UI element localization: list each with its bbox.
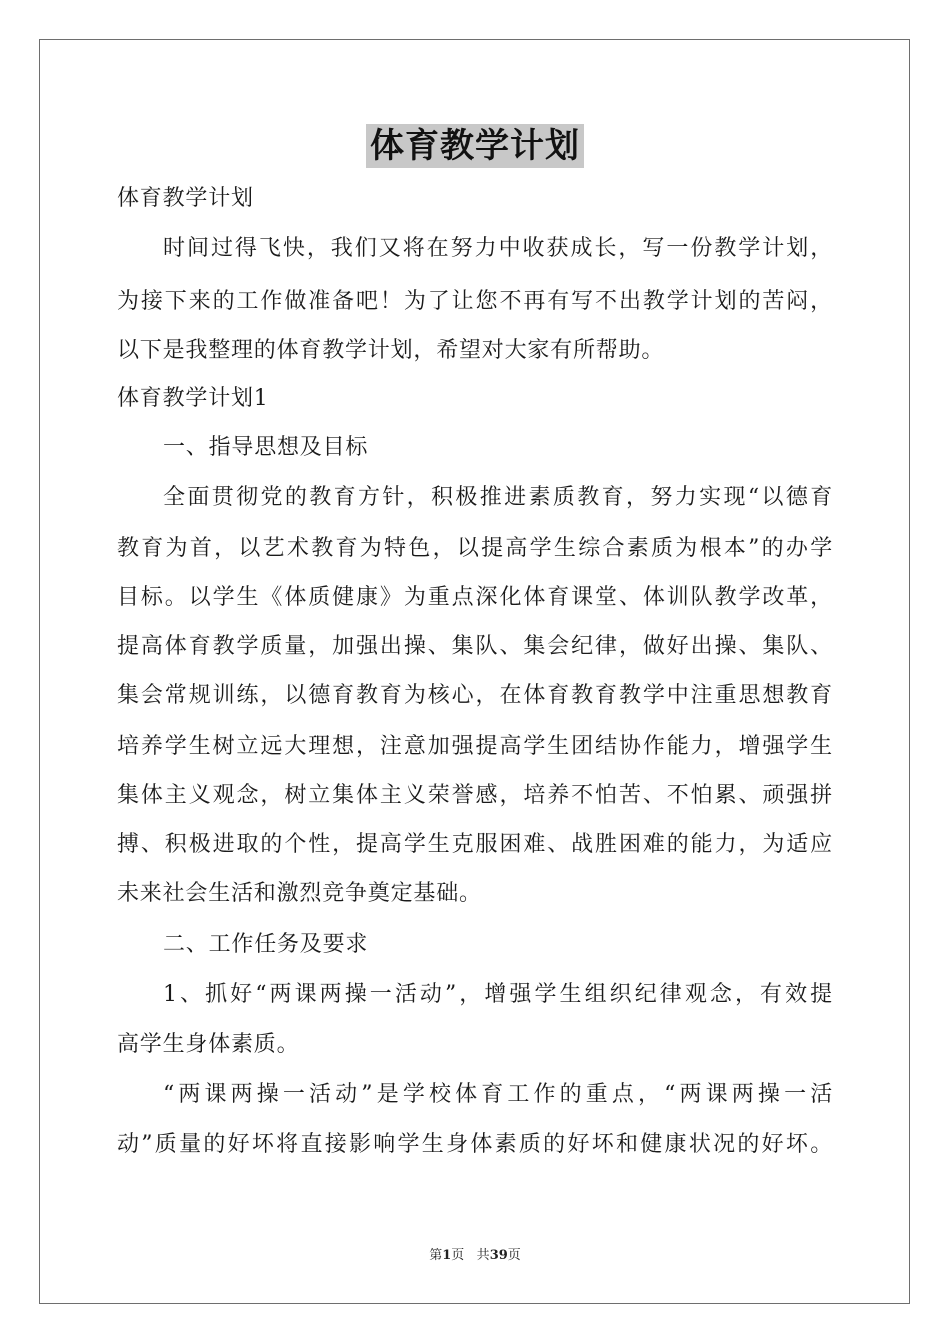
page-suffix: 页 [451, 1248, 465, 1263]
title-block [0, 124, 950, 168]
paragraph-line: 以下是我整理的体育教学计划，希望对大家有所帮助。 [117, 338, 665, 363]
paragraph-line: 高学生身体素质。 [117, 1032, 300, 1057]
paragraph-line: 全面贯彻党的教育方针，积极推进素质教育，努力实现“以德育 [163, 485, 833, 510]
paragraph-line: 集体主义观念，树立集体主义荣誉感，培养不怕苦、不怕累、顽强拼 [117, 783, 833, 808]
paragraph-line: 目标。以学生《体质健康》为重点深化体育课堂、体训队教学改革， [117, 585, 833, 610]
subsection-heading: 一、指导思想及目标 [163, 435, 369, 460]
paragraph-line: 为接下来的工作做准备吧！为了让您不再有写不出教学计划的苦闷， [117, 289, 833, 314]
section-heading: 体育教学计划1 [117, 386, 269, 411]
paragraph-line: 教育为首，以艺术教育为特色，以提高学生综合素质为根本”的办学 [117, 536, 833, 561]
subsection-heading: 二、工作任务及要求 [163, 932, 369, 957]
paragraph-line: 搏、积极进取的个性，提高学生克服困难、战胜困难的能力，为适应 [117, 832, 833, 857]
paragraph-line: 动”质量的好坏将直接影响学生身体素质的好坏和健康状况的好坏。 [117, 1132, 833, 1157]
page-prefix: 第 [429, 1248, 443, 1263]
paragraph-line: 时间过得飞快，我们又将在努力中收获成长，写一份教学计划， [163, 236, 833, 261]
page-border [39, 39, 910, 1304]
total-pages: 39 [489, 1248, 508, 1263]
paragraph-line: 集会常规训练，以德育教育为核心，在体育教育教学中注重思想教育 [117, 683, 833, 708]
paragraph-line: 培养学生树立远大理想，注意加强提高学生团结协作能力，增强学生 [117, 734, 833, 759]
page-number: 1 [442, 1248, 452, 1263]
document-title: 体育教学计划 [366, 124, 584, 168]
paragraph-line: 未来社会生活和激烈竞争奠定基础。 [117, 881, 482, 906]
page-footer [0, 1247, 950, 1265]
total-prefix: 共 [476, 1248, 490, 1263]
paragraph-line: 提高体育教学质量，加强出操、集队、集会纪律，做好出操、集队、 [117, 634, 833, 659]
total-suffix: 页 [507, 1248, 521, 1263]
paragraph-line: 1、抓好“两课两操一活动”，增强学生组织纪律观念，有效提 [163, 982, 833, 1007]
subtitle-line: 体育教学计划 [117, 186, 254, 211]
paragraph-line: “两课两操一活动”是学校体育工作的重点，“两课两操一活 [163, 1082, 833, 1107]
